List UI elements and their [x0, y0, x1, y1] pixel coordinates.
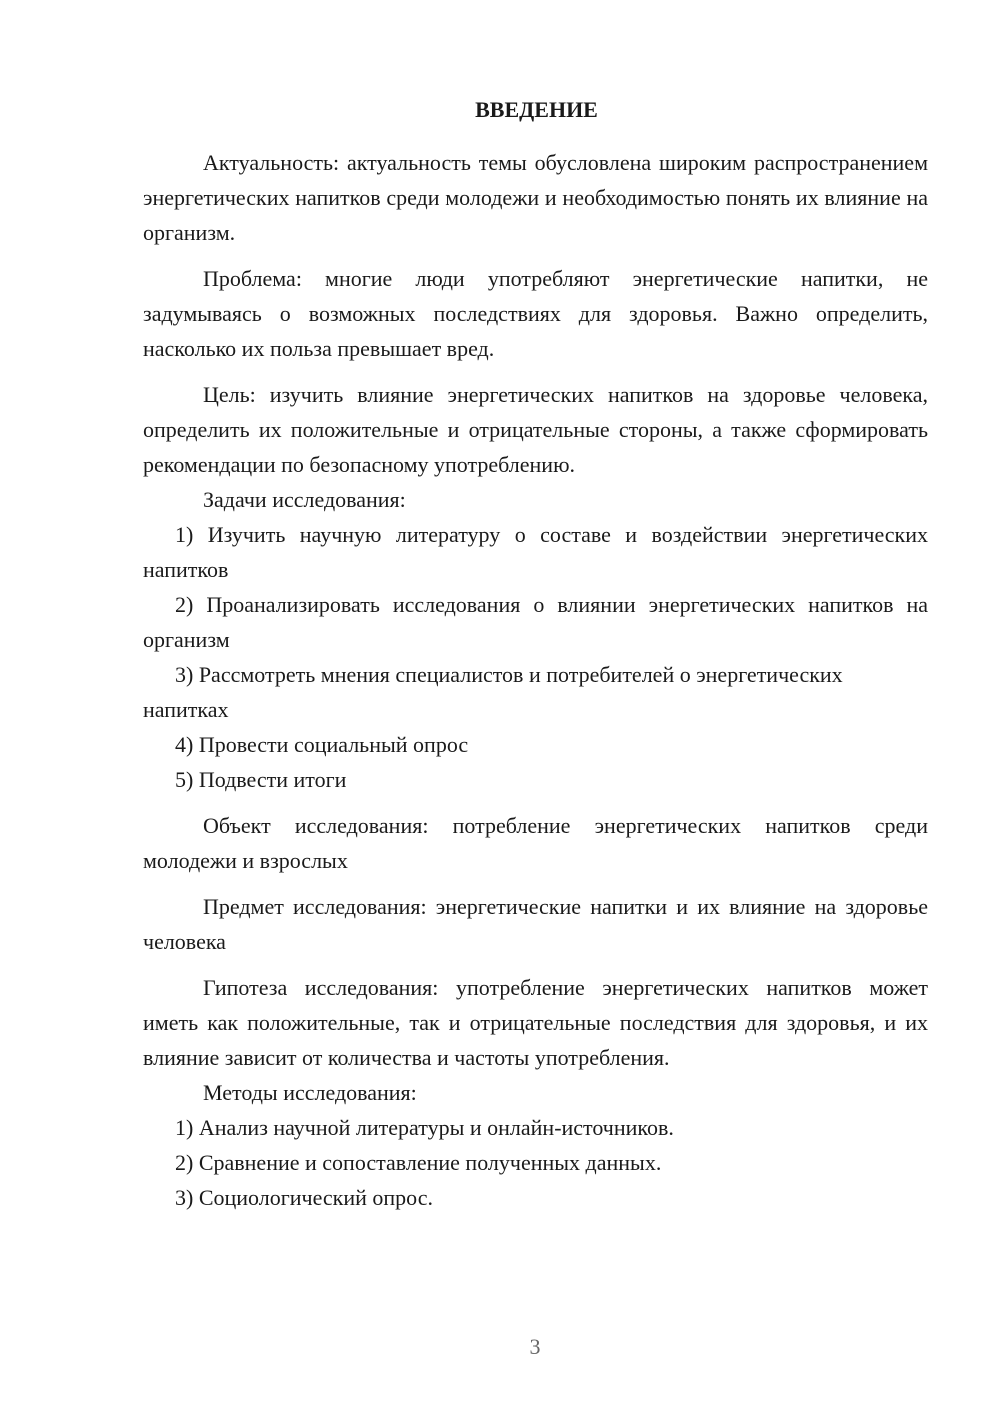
- task-item-1: 1) Изучить научную литературу о составе и воздействии энергетических напитков: [143, 522, 928, 582]
- method-item-1: 1) Анализ научной литературы и онлайн-источников.: [175, 1115, 674, 1140]
- task-item-5: 5) Подвести итоги: [175, 767, 347, 792]
- document-page: [143, 92, 928, 1215]
- goal-paragraph: Цель: изучить влияние энергетических напитков на здоровье человека, определить их положительные и отрицательные стороны, а также сформировать рекомендации по безопасному употреблению.: [143, 382, 928, 477]
- methods-label: Методы исследования:: [203, 1080, 417, 1105]
- relevance-paragraph: Актуальность: актуальность темы обусловлена широким распространением энергетических напитков среди молодежи и необходимостью понять их влияние на организм.: [143, 150, 928, 245]
- task-item-4: 4) Провести социальный опрос: [175, 732, 469, 757]
- method-item-3: 3) Социологический опрос.: [175, 1185, 433, 1210]
- task-item-2: 2) Проанализировать исследования о влиянии энергетических напитков на организм: [143, 592, 928, 652]
- tasks-label: Задачи исследования:: [203, 487, 406, 512]
- subject-paragraph: Предмет исследования: энергетические напитки и их влияние на здоровье человека: [143, 894, 928, 954]
- task-item-3: 3) Рассмотреть мнения специалистов и потребителей о энергетических напитках: [143, 662, 843, 722]
- page-number: 3: [529, 1334, 541, 1359]
- section-heading: ВВЕДЕНИЕ: [475, 97, 598, 122]
- hypothesis-paragraph: Гипотеза исследования: употребление энергетических напитков может иметь как положительные, так и отрицательные последствия для здоровья, и их влияние зависит от количества и частоты употребления.: [143, 975, 928, 1070]
- problem-paragraph: Проблема: многие люди употребляют энергетические напитки, не задумываясь о возможных последствиях для здоровья. Важно определить, насколько их польза превышает вред.: [143, 266, 928, 361]
- method-item-2: 2) Сравнение и сопоставление полученных данных.: [175, 1150, 662, 1175]
- object-paragraph: Объект исследования: потребление энергетических напитков среди молодежи и взрослых: [143, 813, 928, 873]
